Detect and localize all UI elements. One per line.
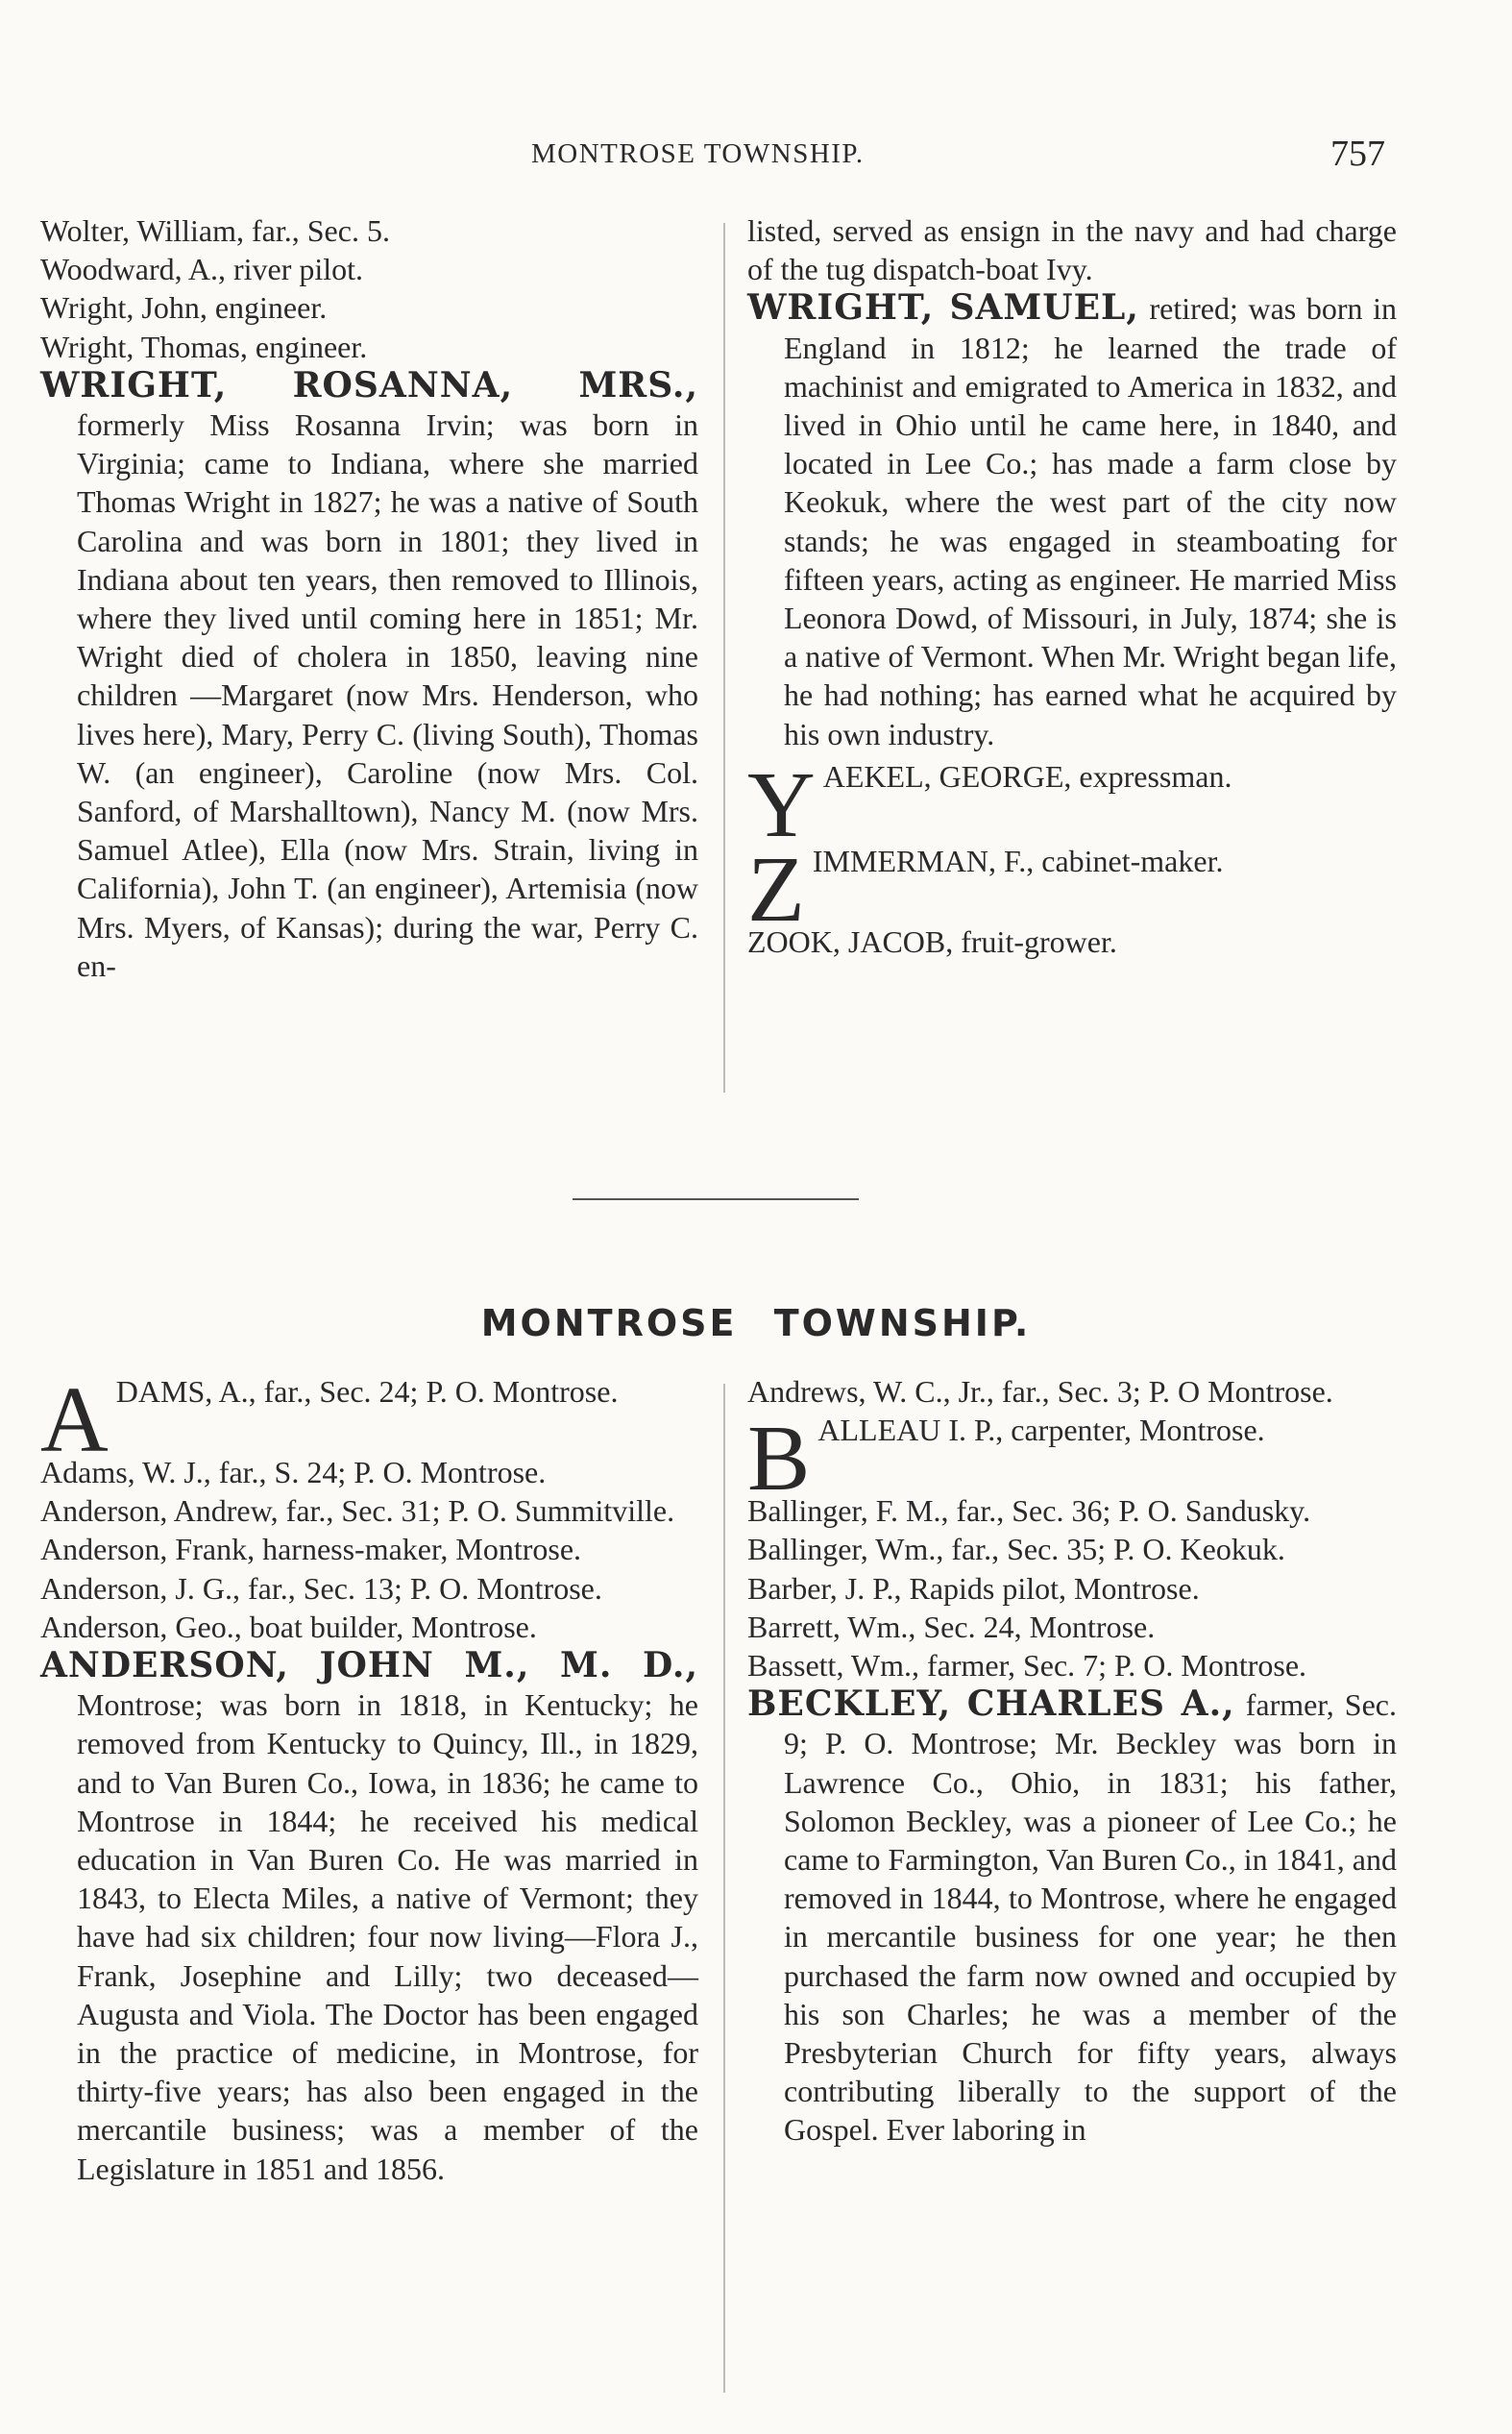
column-divider: [723, 1384, 725, 2393]
top-left-column: [40, 211, 698, 985]
directory-entry: Adams, W. J., far., S. 24; P. O. Montrose.: [40, 1455, 547, 1489]
directory-entry: Ballinger, F. M., far., Sec. 36; P. O. Sandusky.: [747, 1493, 1311, 1529]
directory-entry: Anderson, Geo., boat builder, Montrose.: [40, 1609, 537, 1644]
biography-entry: [40, 366, 698, 985]
section-separator: [573, 1198, 859, 1200]
entry-name: BECKLEY, CHARLES A.,: [747, 1684, 1235, 1725]
directory-entry: Bassett, Wm., farmer, Sec. 7; P. O. Montrose.: [747, 1648, 1307, 1684]
drop-cap: B: [747, 1411, 811, 1492]
column-divider: [723, 223, 725, 1093]
directory-entry: ADAMS, A., far., Sec. 24; P. O. Montrose.: [40, 1372, 698, 1453]
entry-text: Montrose; was born in 1818, in Kentucky; he removed from Kentucky to Quincy, Ill., in 1829, and to Van Buren Co., Iowa, in 1836; he came to Montrose in 1844; he received his medical education in Van Buren Co. He was married in 1843, to Electa Miles, a native of Vermont; they have had six children; four now living—Flora J., Frank, Josephine and Lilly; two deceased—Augusta and Viola. The Doctor has been engaged in the practice of medicine, in Montrose, for thirty-five years; has also been engaged in the mercantile business; was a member of the Legislature in 1851 and 1856.: [77, 1687, 698, 2186]
directory-entry: Anderson, Frank, harness-maker, Montrose.: [40, 1532, 582, 1567]
biography-entry: [747, 288, 1397, 752]
running-head: [0, 133, 1512, 175]
entry-name: ANDERSON, JOHN M., M. D.,: [40, 1645, 698, 1686]
directory-entry: Wright, Thomas, engineer.: [40, 329, 368, 364]
entry-text: retired; was born in England in 1812; he learned the trade of machinist and emigrated to America in 1832, and lived in Ohio until he came here, in 1840, and located in Lee Co.; has made a farm close by Keokuk, where the west part of the city now stands; he was engaged in steamboating for fifteen years, acting as engineer. He married Miss Leonora Dowd, of Missouri, in July, 1874; she is a native of Vermont. When Mr. Wright began life, he had nothing; has earned what he acquired by his own industry.: [784, 291, 1397, 751]
directory-entry: Barber, J. P., Rapids pilot, Montrose.: [747, 1570, 1200, 1606]
directory-entry: Ballinger, Wm., far., Sec. 35; P. O. Keokuk.: [747, 1532, 1285, 1567]
continued-text: listed, served as ensign in the navy and had charge of the tug dispatch-boat Ivy.: [747, 213, 1397, 287]
entry-name: WRIGHT, ROSANNA, MRS.,: [40, 364, 698, 406]
directory-entry: Barrett, Wm., Sec. 24, Montrose.: [747, 1609, 1156, 1644]
bottom-left-column: [40, 1372, 698, 2188]
directory-entry: Andrews, W. C., Jr., far., Sec. 3; P. O Montrose.: [747, 1374, 1333, 1409]
drop-cap: A: [40, 1372, 109, 1453]
drop-cap: Y: [747, 756, 816, 838]
directory-entry: ZOOK, JACOB, fruit-grower.: [747, 923, 1117, 959]
directory-entry: ZIMMERMAN, F., cabinet-maker.: [747, 842, 1397, 922]
directory-entry: YAEKEL, GEORGE, expressman.: [747, 757, 1397, 838]
entry-name: WRIGHT, SAMUEL,: [747, 287, 1139, 329]
top-right-column: [747, 211, 1397, 961]
directory-entry: BALLEAU I. P., carpenter, Montrose.: [747, 1411, 1397, 1491]
directory-entry: Anderson, Andrew, far., Sec. 31; P. O. Summitville.: [40, 1493, 675, 1529]
page-number: 757: [1330, 134, 1385, 174]
section-heading: MONTROSE TOWNSHIP.: [480, 1302, 1032, 1344]
drop-cap: Z: [747, 841, 805, 922]
entry-text: farmer, Sec. 9; P. O. Montrose; Mr. Beckley was born in Lawrence Co., Ohio, in 1831; his father, Solomon Beckley, was a pioneer of Lee Co.; he came to Farmington, Van Buren Co., in 1841, and removed in 1844, to Montrose, where he engaged in mercantile business for one year; he then purchased the farm now owned and occupied by his son Charles; he was a member of the Presbyterian Church for fifty years, always contributing liberally to the support of the Gospel. Ever laboring in: [784, 1687, 1398, 2148]
entry-text: formerly Miss Rosanna Irvin; was born in Virginia; came to Indiana, where she married Thomas Wright in 1827; he was a native of South Carolina and was born in 1801; they lived in Indiana about ten years, then removed to Illinois, where they lived until coming here in 1851; Mr. Wright died of cholera in 1850, leaving nine children —Margaret (now Mrs. Henderson, who lives here), Mary, Perry C. (living South), Thomas W. (an engineer), Caroline (now Mrs. Col. Sanford, of Marshalltown), Nancy M. (now Mrs. Samuel Atlee), Ella (now Mrs. Strain, living in California), John T. (an engineer), Artemisia (now Mrs. Myers, of Kansas); during the war, Perry C. en-: [77, 407, 698, 983]
directory-entry: Woodward, A., river pilot.: [40, 252, 364, 287]
directory-entry: Anderson, J. G., far., Sec. 13; P. O. Montrose.: [40, 1570, 602, 1606]
directory-entry: Wright, John, engineer.: [40, 290, 328, 326]
running-head-title: MONTROSE TOWNSHIP.: [531, 138, 865, 169]
biography-entry: [747, 1684, 1397, 2149]
biography-entry: [40, 1646, 698, 2188]
directory-entry: Wolter, William, far., Sec. 5.: [40, 213, 390, 248]
bottom-right-column: [747, 1372, 1397, 2150]
